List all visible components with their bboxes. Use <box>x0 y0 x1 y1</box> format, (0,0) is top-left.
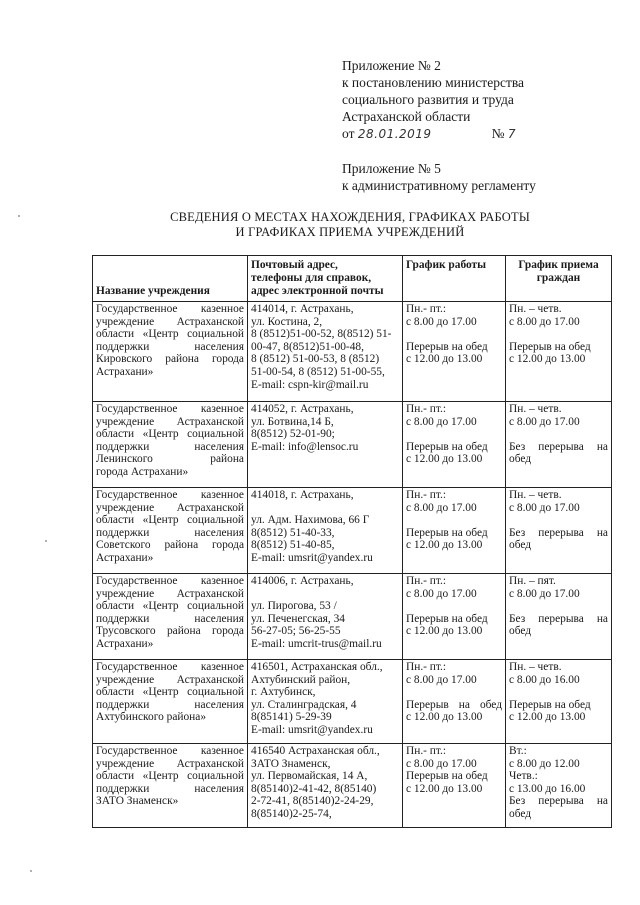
cell-reception-schedule-line <box>509 686 608 699</box>
cell-work-schedule-line <box>406 686 502 699</box>
cell-reception-schedule-line: Пн. – пят. <box>509 575 556 587</box>
cell-name-line: Астрахани» <box>96 365 154 378</box>
table-header-row <box>93 256 612 302</box>
cell-reception-schedule-line: Пн. – четв. <box>509 303 562 315</box>
annex-title: Приложение № 5 <box>342 161 441 176</box>
cell-work-schedule-line: с 12.00 до 13.00 <box>406 353 483 366</box>
handwritten-number: 7 <box>507 127 516 141</box>
annex-date-line <box>342 125 612 143</box>
cell-address-line: 8 (8512)51-00-52, 8(8512) 51- <box>251 328 392 341</box>
cell-address-line: 416540 Астраханская обл., <box>251 745 380 757</box>
cell-address-line: ул. Адм. Нахимова, 66 Г <box>251 514 370 527</box>
cell-reception-schedule-line: Перерыв на обед <box>509 340 591 353</box>
cell-reception-schedule-line: обед <box>509 807 532 820</box>
cell-name-line: Государственное казенное <box>96 303 244 315</box>
cell-reception-schedule-line: обед <box>509 453 532 466</box>
cell-name-line: Астрахани» <box>96 551 154 564</box>
cell-name-line: ЗАТО Знаменск» <box>96 795 179 808</box>
cell-name-line: учреждение Астраханской <box>96 673 244 686</box>
cell-reception-schedule-line: Пн. – четв. <box>509 661 562 673</box>
cell-name <box>93 574 248 660</box>
cell-work-schedule-line: Перерыв на обед <box>406 770 488 783</box>
cell-work-schedule-line: Пн.- пт.: <box>406 489 447 501</box>
cell-address-line: 414052, г. Астрахань, <box>251 403 354 415</box>
cell-reception-schedule-line: с 8.00 до 17.00 <box>509 587 580 600</box>
cell-name-line: области «Центр социальной <box>96 770 244 783</box>
cell-work-schedule <box>403 402 506 488</box>
cell-reception-schedule-line: с 8.00 до 16.00 <box>509 673 580 686</box>
header-name: Название учреждения <box>93 256 248 302</box>
cell-work-schedule-line: с 12.00 до 13.00 <box>406 625 483 638</box>
annex-reference-top <box>342 57 612 143</box>
cell-work-schedule-line: с 12.00 до 13.00 <box>406 782 483 795</box>
scan-speck <box>45 540 47 542</box>
table-row <box>93 744 612 828</box>
cell-reception-schedule-line: Пн. – четв. <box>509 403 562 415</box>
cell-name-line: города Астрахани» <box>96 465 189 478</box>
cell-address-line: E-mail: umsrit@yandex.ru <box>251 551 373 564</box>
cell-work-schedule-line: с 8.00 до 17.00 <box>406 415 477 428</box>
cell-address-line: 8(85141) 5-29-39 <box>251 711 332 724</box>
header-reception: График приема граждан <box>506 256 612 302</box>
annex-title: Приложение № 2 <box>342 58 441 73</box>
cell-name-line: поддержки населения <box>96 526 244 539</box>
cell-address-line: E-mail: umsrit@yandex.ru <box>251 723 373 736</box>
cell-address-line: E-mail: info@lensoc.ru <box>251 440 359 453</box>
cell-address-line: 8(8512) 51-40-85, <box>251 539 335 552</box>
cell-address-line <box>251 502 399 515</box>
cell-work-schedule-line: с 8.00 до 17.00 <box>406 673 477 686</box>
cell-reception-schedule-line: Без перерыва на <box>509 440 608 453</box>
cell-address-line: 414014, г. Астрахань, <box>251 303 354 315</box>
annex-text: к административному регламенту <box>342 178 536 193</box>
cell-address-line: 56-27-05; 56-25-55 <box>251 625 341 638</box>
cell-work-schedule-line: Перерыв на обед <box>406 698 502 711</box>
cell-address-line: 8(85140)2-25-74, <box>251 807 332 820</box>
cell-reception-schedule-line <box>509 514 608 527</box>
cell-name-line: поддержки населения <box>96 782 244 795</box>
cell-address <box>248 302 403 402</box>
cell-address-line: 416501, Астраханская обл., <box>251 661 383 673</box>
cell-reception-schedule-line <box>509 328 608 341</box>
cell-work-schedule-line: Перерыв на обед <box>406 340 488 353</box>
cell-reception-schedule <box>506 302 612 402</box>
cell-work-schedule-line: Пн.- пт.: <box>406 661 447 673</box>
institutions-table <box>92 255 612 828</box>
cell-reception-schedule-line: с 8.00 до 12.00 <box>509 757 580 770</box>
cell-address <box>248 402 403 488</box>
cell-address-line: Ахтубинский район, <box>251 673 351 686</box>
cell-name-line: Кировского района города <box>96 353 244 366</box>
cell-work-schedule-line: Перерыв на обед <box>406 612 488 625</box>
cell-address <box>248 744 403 828</box>
cell-name-line: Государственное казенное <box>96 745 244 757</box>
header-address: Почтовый адрес, телефоны для справок, адрес электронной почты <box>248 256 403 302</box>
cell-name-line: поддержки населения <box>96 340 244 353</box>
cell-name-line: Астрахани» <box>96 637 154 650</box>
cell-reception-schedule-line: обед <box>509 539 532 552</box>
cell-reception-schedule <box>506 402 612 488</box>
table-row <box>93 402 612 488</box>
cell-address <box>248 488 403 574</box>
cell-name-line: поддержки населения <box>96 440 244 453</box>
cell-reception-schedule-line: Без перерыва на <box>509 612 608 625</box>
cell-address-line: 8(8512) 51-40-33, <box>251 526 335 539</box>
cell-reception-schedule <box>506 744 612 828</box>
cell-reception-schedule-line: с 8.00 до 17.00 <box>509 415 580 428</box>
cell-address <box>248 574 403 660</box>
cell-address-line: г. Ахтубинск, <box>251 686 316 699</box>
cell-name-line: области «Центр социальной <box>96 328 244 341</box>
cell-work-schedule-line: Пн.- пт.: <box>406 745 447 757</box>
cell-work-schedule-line: Пн.- пт.: <box>406 303 447 315</box>
cell-reception-schedule-line: с 12.00 до 13.00 <box>509 711 586 724</box>
cell-address-line: ЗАТО Знаменск, <box>251 757 331 770</box>
cell-work-schedule-line: с 8.00 до 17.00 <box>406 587 477 600</box>
cell-work-schedule-line: с 8.00 до 17.00 <box>406 315 477 328</box>
cell-work-schedule-line: Перерыв на обед <box>406 440 488 453</box>
cell-address-line: ул. Пирогова, 53 / <box>251 600 337 613</box>
cell-address-line: 8(85140)2-41-42, 8(85140) <box>251 782 377 795</box>
cell-work-schedule-line: Пн.- пт.: <box>406 575 447 587</box>
cell-address-line: 8(8512) 52-01-90; <box>251 428 335 441</box>
cell-name <box>93 660 248 744</box>
cell-name-line: области «Центр социальной <box>96 428 244 441</box>
cell-address-line: 51-00-54, 8 (8512) 51-00-55, <box>251 365 385 378</box>
cell-address-line: ул. Первомайская, 14 А, <box>251 770 368 783</box>
scan-speck <box>18 215 20 217</box>
cell-reception-schedule-line: Без перерыва на <box>509 795 608 808</box>
cell-work-schedule-line: с 12.00 до 13.00 <box>406 539 483 552</box>
cell-work-schedule <box>403 488 506 574</box>
header-work: График работы <box>403 256 506 302</box>
cell-name-line: учреждение Астраханской <box>96 757 244 770</box>
cell-name <box>93 302 248 402</box>
cell-name-line: Ленинского района <box>96 453 244 466</box>
cell-name-line: Государственное казенное <box>96 489 244 501</box>
cell-address-line: 2-72-41, 8(85140)2-24-29, <box>251 795 374 808</box>
cell-work-schedule <box>403 302 506 402</box>
cell-reception-schedule <box>506 488 612 574</box>
cell-reception-schedule-line: Четв.: <box>509 770 538 783</box>
cell-reception-schedule-line: Пн. – четв. <box>509 489 562 501</box>
cell-name-line: области «Центр социальной <box>96 600 244 613</box>
cell-name-line: Государственное казенное <box>96 661 244 673</box>
cell-address-line: 414006, г. Астрахань, <box>251 575 354 587</box>
cell-work-schedule-line: с 12.00 до 13.00 <box>406 711 483 724</box>
cell-work-schedule-line <box>406 328 502 341</box>
cell-work-schedule-line: Перерыв на обед <box>406 526 488 539</box>
cell-name-line: Государственное казенное <box>96 403 244 415</box>
cell-name-line: учреждение Астраханской <box>96 587 244 600</box>
cell-reception-schedule-line: с 12.00 до 13.00 <box>509 353 586 366</box>
cell-address-line: E-mail: cspn-kir@mail.ru <box>251 378 369 391</box>
cell-reception-schedule <box>506 660 612 744</box>
scan-speck <box>30 870 32 872</box>
cell-name-line: учреждение Астраханской <box>96 415 244 428</box>
cell-reception-schedule-line: обед <box>509 625 532 638</box>
cell-reception-schedule-line: с 13.00 до 16.00 <box>509 782 586 795</box>
cell-address-line: ул. Сталинградская, 4 <box>251 698 357 711</box>
number-prefix: № <box>491 126 505 141</box>
table-row <box>93 302 612 402</box>
cell-name-line: Трусовского района города <box>96 625 244 638</box>
title-line: СВЕДЕНИЯ О МЕСТАХ НАХОЖДЕНИЯ, ГРАФИКАХ РАБОТЫ <box>170 210 530 224</box>
annex-text: социального развития и труда <box>342 92 514 107</box>
cell-name-line: Государственное казенное <box>96 575 244 587</box>
cell-name <box>93 402 248 488</box>
cell-work-schedule-line: с 12.00 до 13.00 <box>406 453 483 466</box>
cell-reception-schedule-line <box>509 600 608 613</box>
cell-name-line: учреждение Астраханской <box>96 315 244 328</box>
handwritten-date: 28.01.2019 <box>357 127 432 141</box>
table-row <box>93 660 612 744</box>
cell-work-schedule-line <box>406 600 502 613</box>
cell-address-line <box>251 588 399 601</box>
document-title <box>100 210 600 240</box>
annex-text: к постановлению министерства <box>342 75 525 90</box>
cell-name <box>93 488 248 574</box>
cell-reception-schedule-line: Вт.: <box>509 745 527 757</box>
cell-reception-schedule-line: Перерыв на обед <box>509 698 591 711</box>
annex-text: Астраханской области <box>342 109 471 124</box>
table-row <box>93 488 612 574</box>
cell-address-line: 414018, г. Астрахань, <box>251 489 354 501</box>
table-row <box>93 574 612 660</box>
cell-name-line: поддержки населения <box>96 698 244 711</box>
date-prefix: от <box>342 126 355 141</box>
cell-work-schedule <box>403 660 506 744</box>
cell-name-line: Ахтубинского района» <box>96 711 207 724</box>
cell-address-line: 8 (8512) 51-00-53, 8 (8512) <box>251 353 380 366</box>
cell-reception-schedule-line: с 8.00 до 17.00 <box>509 315 580 328</box>
cell-work-schedule-line <box>406 514 502 527</box>
cell-name-line: поддержки населения <box>96 612 244 625</box>
cell-work-schedule <box>403 744 506 828</box>
cell-name-line: области «Центр социальной <box>96 514 244 527</box>
cell-reception-schedule-line: с 8.00 до 17.00 <box>509 501 580 514</box>
annex-reference-second <box>342 160 612 194</box>
cell-work-schedule-line: Пн.- пт.: <box>406 403 447 415</box>
cell-address-line: ул. Ботвина,14 Б, <box>251 415 334 428</box>
cell-address-line: E-mail: umcrit-trus@mail.ru <box>251 637 382 650</box>
cell-address-line: ул. Костина, 2, <box>251 315 323 328</box>
cell-address-line: 00-47, 8(8512)51-00-48, <box>251 340 364 353</box>
cell-name-line: области «Центр социальной <box>96 686 244 699</box>
cell-reception-schedule-line <box>509 428 608 441</box>
cell-name-line: Советского района города <box>96 539 244 552</box>
cell-reception-schedule <box>506 574 612 660</box>
cell-reception-schedule-line: Без перерыва на <box>509 526 608 539</box>
title-line: И ГРАФИКАХ ПРИЕМА УЧРЕЖДЕНИЙ <box>235 225 465 239</box>
cell-name <box>93 744 248 828</box>
cell-address <box>248 660 403 744</box>
cell-address-line: ул. Печенегская, 34 <box>251 612 345 625</box>
cell-work-schedule-line: с 8.00 до 17.00 <box>406 501 477 514</box>
cell-work-schedule-line <box>406 428 502 441</box>
cell-work-schedule-line: с 8.00 до 17.00 <box>406 757 477 770</box>
cell-work-schedule <box>403 574 506 660</box>
cell-name-line: учреждение Астраханской <box>96 501 244 514</box>
